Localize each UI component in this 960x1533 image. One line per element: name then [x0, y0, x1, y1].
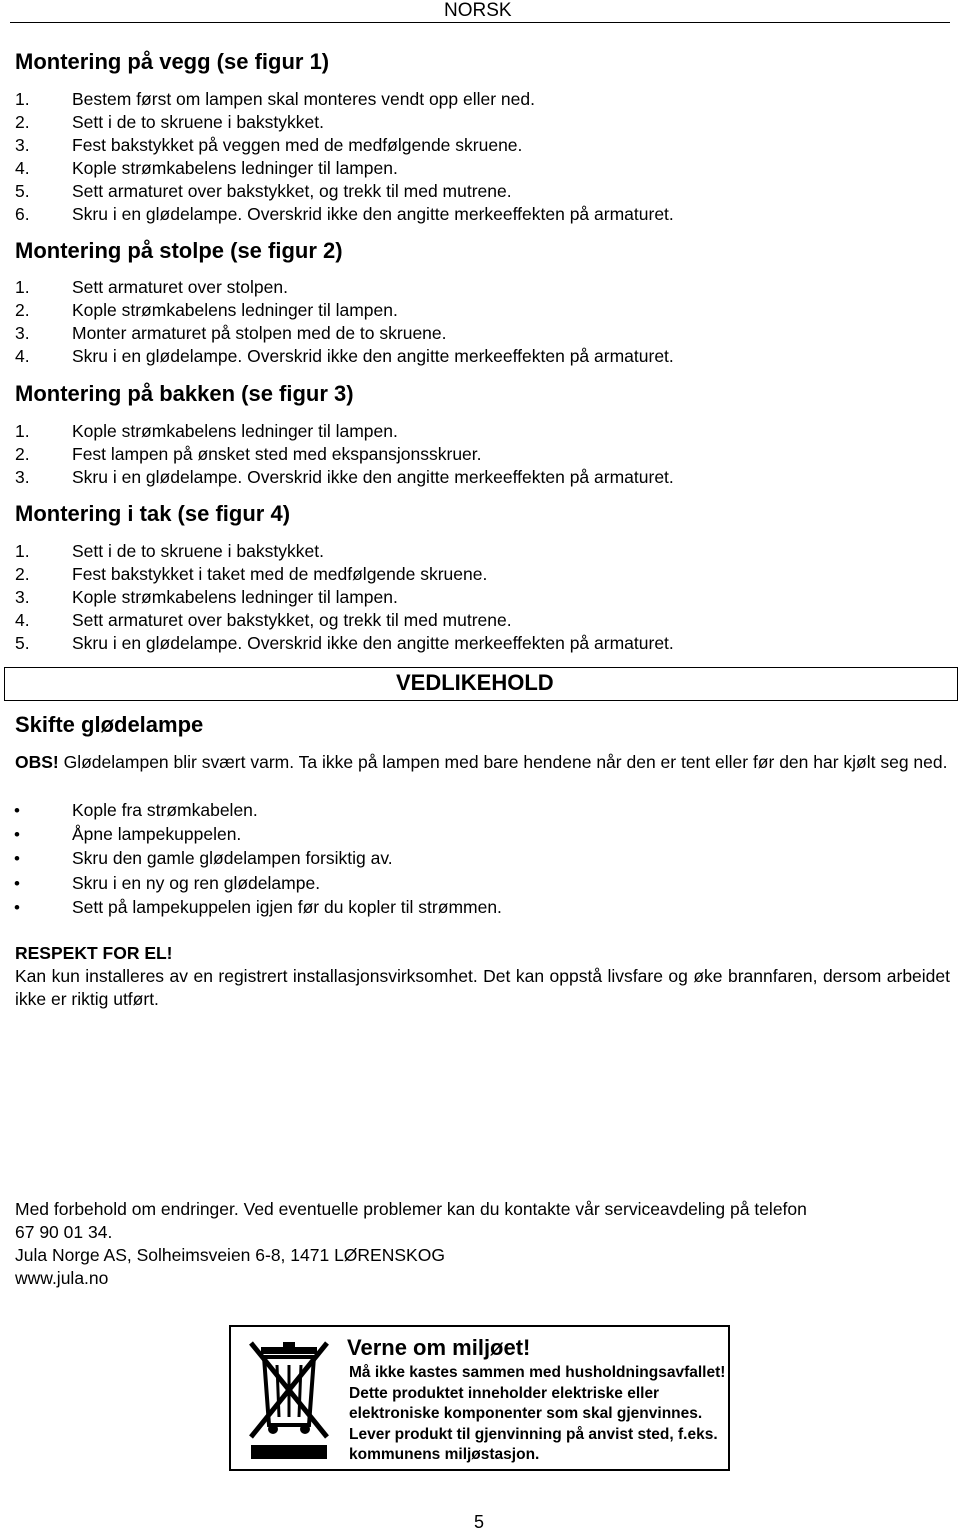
list-item: 4. Sett armaturet over bakstykket, og trekk til med mutrene.: [15, 610, 512, 630]
footer-line: 67 90 01 34.: [15, 1222, 113, 1242]
list-item: 3. Monter armaturet på stolpen med de to skruene.: [15, 323, 447, 343]
list-item: 2. Fest lampen på ønsket sted med ekspansjonsskruer.: [15, 444, 482, 464]
list-item: 5. Skru i en glødelampe. Overskrid ikke den angitte merkeeffekten på armaturet.: [15, 633, 674, 653]
bullet-item: •Åpne lampekuppelen.: [15, 824, 241, 845]
list-item: 5. Sett armaturet over bakstykket, og trekk til med mutrene.: [15, 181, 512, 201]
bullet-item: •Kople fra strømkabelen.: [15, 800, 258, 821]
list-item: 1. Sett i de to skruene i bakstykket.: [15, 541, 324, 561]
environment-text: Må ikke kastes sammen med husholdningsavfallet! Dette produktet inneholder elektriske eller elektroniske komponenter som skal gjenvinnes. Lever produkt til gjenvinning på anvist sted, f.eks. kommunens miljøstasjon.: [349, 1364, 726, 1463]
bullet-item: •Skru den gamle glødelampen forsiktig av.: [15, 848, 393, 869]
section-title-wall: Montering på vegg (se figur 1): [15, 49, 330, 74]
list-item: 2. Kople strømkabelens ledninger til lampen.: [15, 300, 398, 320]
list-item: 1. Sett armaturet over stolpen.: [15, 277, 288, 297]
crossed-out-wheelie-bin-icon: [237, 1333, 341, 1463]
footer-website: www.jula.no: [15, 1268, 109, 1288]
list-item: 1. Kople strømkabelens ledninger til lampen.: [15, 421, 398, 441]
list-item: 3. Fest bakstykket på veggen med de medfølgende skruene.: [15, 135, 523, 155]
warning-paragraph: [15, 751, 950, 774]
section-title-ground: Montering på bakken (se figur 3): [15, 381, 354, 406]
list-item: 6. Skru i en glødelampe. Overskrid ikke den angitte merkeeffekten på armaturet.: [15, 204, 674, 224]
maintenance-heading: VEDLIKEHOLD: [396, 670, 554, 695]
warning-label: OBS!: [15, 752, 59, 772]
page-number: 5: [474, 1512, 485, 1532]
maintenance-subheading: Skifte glødelampe: [15, 712, 204, 737]
list-item: 3. Kople strømkabelens ledninger til lampen.: [15, 587, 398, 607]
language-label: NORSK: [444, 0, 512, 21]
header-rule: [10, 22, 950, 23]
section-title-ceiling: Montering i tak (se figur 4): [15, 501, 291, 526]
list-item: 4. Kople strømkabelens ledninger til lampen.: [15, 158, 398, 178]
list-item: 2. Fest bakstykket i taket med de medfølgende skruene.: [15, 564, 488, 584]
maintenance-heading-box: [4, 667, 958, 701]
list-item: 1. Bestem først om lampen skal monteres vendt opp eller ned.: [15, 89, 535, 109]
safety-heading: RESPEKT FOR EL!: [15, 943, 173, 963]
safety-text: Kan kun installeres av en registrert installasjonsvirksomhet. Det kan oppstå livsfare og øke brannfaren, dersom arbeidet ikke er riktig utført.: [15, 966, 950, 1009]
environment-title: Verne om miljøet!: [347, 1335, 531, 1360]
list-item: 3. Skru i en glødelampe. Overskrid ikke den angitte merkeeffekten på armaturet.: [15, 467, 674, 487]
section-title-post: Montering på stolpe (se figur 2): [15, 238, 343, 263]
bullet-item: •Sett på lampekuppelen igjen før du kopler til strømmen.: [15, 897, 502, 918]
bullet-item: •Skru i en ny og ren glødelampe.: [15, 873, 320, 894]
list-item: 4. Skru i en glødelampe. Overskrid ikke den angitte merkeeffekten på armaturet.: [15, 346, 674, 366]
list-item: 2. Sett i de to skruene i bakstykket.: [15, 112, 324, 132]
footer-line: Med forbehold om endringer. Ved eventuelle problemer kan du kontakte vår serviceavdeling på telefon: [15, 1199, 807, 1219]
environment-notice: [229, 1325, 730, 1471]
footer-address: Jula Norge AS, Solheimsveien 6-8, 1471 LØRENSKOG: [15, 1245, 445, 1265]
warning-text: Glødelampen blir svært varm. Ta ikke på lampen med bare hendene når den er tent eller før den har kjølt seg ned.: [58, 752, 948, 772]
